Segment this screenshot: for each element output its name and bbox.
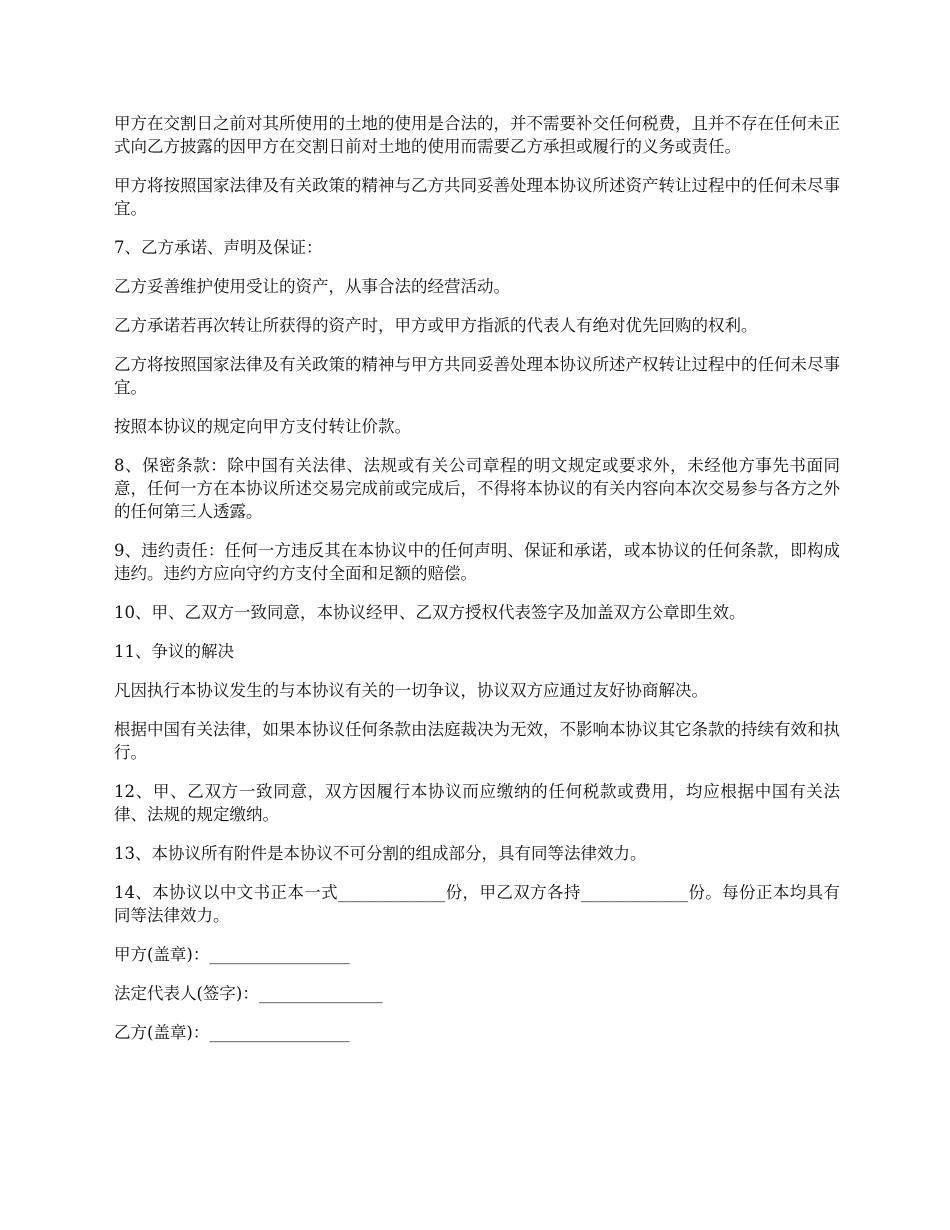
paragraph-dispute-negotiation: 凡因执行本协议发生的与本协议有关的一切争议，协议双方应通过友好协商解决。 bbox=[114, 681, 708, 700]
paragraph-land-use: 甲方在交割日之前对其所使用的土地的使用是合法的，并不需要补交任何税费，且并不存在任何未正式向乙方披露的因甲方在交割日前对土地的使用而需要乙方承担或履行的义务或责任。 bbox=[114, 114, 840, 156]
clause-7-heading: 7、乙方承诺、声明及保证： bbox=[114, 238, 323, 257]
paragraph-party-b-maintain-assets: 乙方妥善维护使用受让的资产，从事合法的经营活动。 bbox=[114, 277, 510, 296]
signature-legal-representative: 法定代表人(签字)：_______________ bbox=[114, 984, 383, 1003]
clause-9-breach: 9、违约责任：任何一方违反其在本协议中的任何声明、保证和承诺，或本协议的任何条款，即构成违约。违约方应向守约方支付全面和足额的赔偿。 bbox=[114, 541, 840, 583]
signature-party-b-seal: 乙方(盖章)：_________________ bbox=[114, 1023, 350, 1042]
paragraph-party-a-pending-matters: 甲方将按照国家法律及有关政策的精神与乙方共同妥善处理本协议所述资产转让过程中的任何未尽事宜。 bbox=[114, 176, 840, 218]
clause-10-effectiveness: 10、甲、乙双方一致同意，本协议经甲、乙双方授权代表签字及加盖双方公章即生效。 bbox=[114, 603, 746, 622]
clause-14-copies: 14、本协议以中文书正本一式_____________份，甲乙双方各持_____________份。每份正本均具有同等法律效力。 bbox=[114, 883, 840, 925]
paragraph-severability: 根据中国有关法律，如果本协议任何条款由法庭裁决为无效，不影响本协议其它条款的持续有效和执行。 bbox=[114, 720, 840, 762]
paragraph-party-b-pending-matters: 乙方将按照国家法律及有关政策的精神与甲方共同妥善处理本协议所述产权转让过程中的任何未尽事宜。 bbox=[114, 355, 840, 397]
clause-12-taxes: 12、甲、乙双方一致同意，双方因履行本协议而应缴纳的任何税款或费用，均应根据中国有关法律、法规的规定缴纳。 bbox=[114, 782, 840, 824]
document-body bbox=[114, 112, 840, 1060]
paragraph-payment: 按照本协议的规定向甲方支付转让价款。 bbox=[114, 417, 411, 436]
signature-party-a-seal: 甲方(盖章)：_________________ bbox=[114, 945, 350, 964]
clause-13-attachments: 13、本协议所有附件是本协议不可分割的组成部分，具有同等法律效力。 bbox=[114, 844, 647, 863]
paragraph-buyback-right: 乙方承诺若再次转让所获得的资产时，甲方或甲方指派的代表人有绝对优先回购的权利。 bbox=[114, 316, 758, 335]
clause-11-heading: 11、争议的解决 bbox=[114, 642, 234, 661]
clause-8-confidentiality: 8、保密条款：除中国有关法律、法规或有关公司章程的明文规定或要求外，未经他方事先书面同意，任何一方在本协议所述交易完成前或完成后，不得将本协议的有关内容向本次交易参与各方之外的任何第三人透露。 bbox=[114, 456, 840, 521]
